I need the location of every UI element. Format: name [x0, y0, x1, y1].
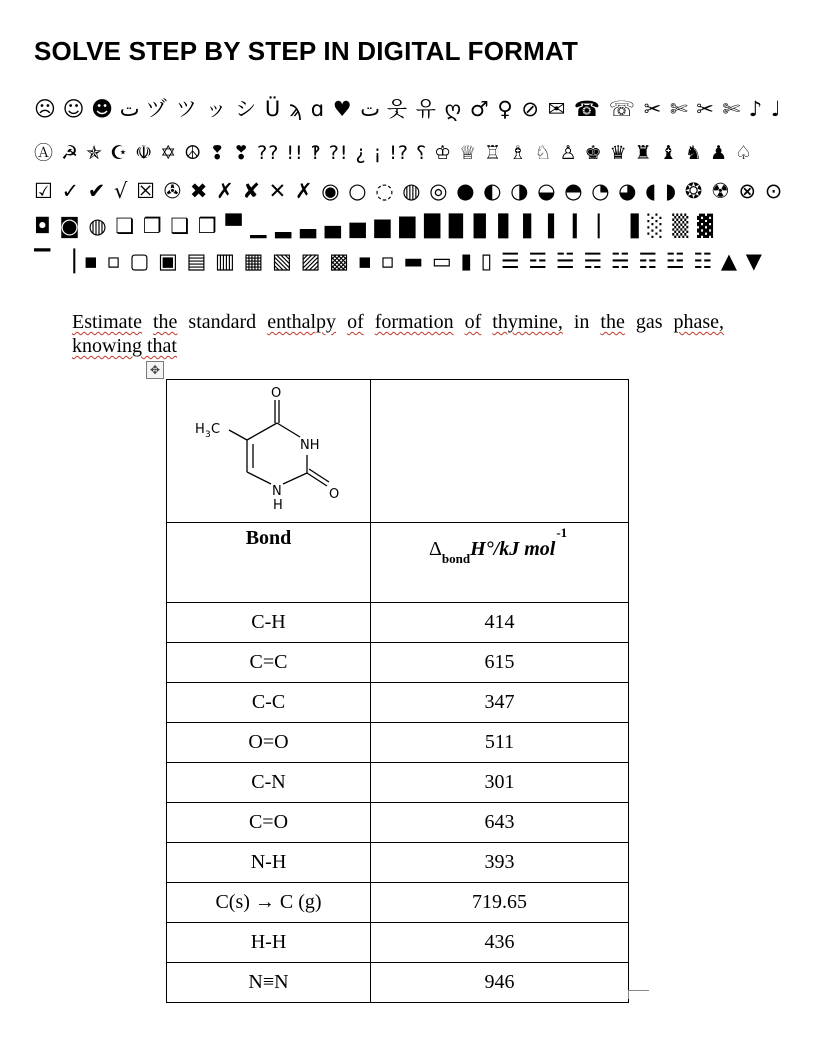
- bond-cell: H-H: [167, 923, 371, 963]
- symbol-row-1: ☹ ☺ ☻ ت ヅ ツ ッ シ Ü ϡ ɑ ♥ ت 웃 유 ღ ♂ ♀ ⊘ ✉ ☎ ☏ ✂ ✄ ✂ ✄ ♪ ♩: [34, 97, 782, 121]
- column-header-bond: Bond: [167, 523, 371, 603]
- value-cell: 393: [371, 843, 629, 883]
- table-row: [167, 803, 629, 843]
- header-subscript: bond: [441, 551, 471, 566]
- q-word: of: [464, 311, 482, 333]
- methyl-c: C: [211, 422, 221, 437]
- q-word: Estimate: [72, 311, 142, 333]
- value-cell: 615: [371, 643, 629, 683]
- table-row: [167, 883, 629, 923]
- header-superscript: -1: [556, 525, 568, 540]
- value-cell: 301: [371, 763, 629, 803]
- table-row: [167, 923, 629, 963]
- q-word: in: [573, 311, 590, 333]
- symbol-row-3: ☑ ✓ ✔ √ ☒ ✇ ✖ ✗ ✘ ✕ ✗ ◉ ○ ◌ ◍ ◎ ● ◐ ◑ ◒ ◓ ◔ ◕ ◖ ◗ ❂ ☢ ⊗ ⊙: [34, 179, 784, 203]
- table-header-row: [167, 523, 629, 603]
- table-row: [167, 603, 629, 643]
- methyl-sub: 3: [205, 430, 211, 440]
- value-cell: 347: [371, 683, 629, 723]
- header-quantity: H°/kJ mol: [470, 538, 556, 560]
- page-title: SOLVE STEP BY STEP IN DIGITAL FORMAT: [34, 36, 579, 66]
- value-cell: 946: [371, 963, 629, 1003]
- atom-o-right: O: [329, 487, 340, 502]
- symbol-row-2: Ⓐ ☭ ✯ ☪ ☫ ✡ ☮ ❢ ❣ ?? !! ‽ ?! ¿ ¡ !? ⸮ ♔ ♕ ♖ ♗ ♘ ♙ ♚ ♛ ♜ ♝ ♞ ♟ ♤: [34, 142, 754, 164]
- value-cell: 414: [371, 603, 629, 643]
- value-cell: 436: [371, 923, 629, 963]
- bond-enthalpy-table: [166, 379, 629, 1003]
- column-header-enthalpy: [371, 523, 629, 603]
- header-delta: Δ: [429, 538, 442, 560]
- q-word: the: [600, 311, 625, 333]
- table-row: [167, 380, 629, 523]
- move-arrows-icon[interactable]: ✥: [146, 361, 164, 379]
- bond-cell: C=O: [167, 803, 371, 843]
- atom-h: H: [273, 498, 283, 513]
- symbol-row-5: ▔ ▕ ▪ ▫ ▢ ▣ ▤ ▥ ▦ ▧ ▨ ▩ ▪ ▫ ▬ ▭ ▮ ▯ ☰ ☲ ☱ ☴ ☵ ☶ ☳ ☷ ▲ ▼: [34, 249, 763, 273]
- bond-cell: O=O: [167, 723, 371, 763]
- bond-cell: C-C: [167, 683, 371, 723]
- q-word: enthalpy: [267, 311, 337, 333]
- bond-cell: C-N: [167, 763, 371, 803]
- q-word: phase,: [673, 311, 725, 333]
- atom-nh: NH: [300, 438, 320, 453]
- thymine-structure-diagram: [167, 380, 370, 516]
- q-word: the: [152, 311, 178, 333]
- table-row: [167, 683, 629, 723]
- methyl-h: H: [195, 422, 205, 437]
- table-resize-handle[interactable]: [628, 990, 649, 999]
- bond-cell: N≡N: [167, 963, 371, 1003]
- bond-cell: N-H: [167, 843, 371, 883]
- value-cell: 511: [371, 723, 629, 763]
- symbol-row-4: ◘ ◙ ◍ ❏ ❐ ❑ ❒ ▀ ▁ ▂ ▃ ▄ ▅ ▆ ▇ █ ▉ ▊ ▋ ▌ ▍ ▎ ▏ ▐ ░ ▒ ▓: [34, 214, 715, 238]
- symbol-palette: [34, 88, 840, 284]
- question-text: [72, 310, 724, 358]
- table-row: [167, 723, 629, 763]
- table-row: [167, 843, 629, 883]
- q-word: gas: [635, 311, 663, 333]
- atom-n: N: [272, 484, 282, 499]
- q-line-2: knowing that: [72, 335, 177, 357]
- q-word: thymine,: [492, 311, 563, 333]
- bond-cell: C-H: [167, 603, 371, 643]
- value-cell: 719.65: [371, 883, 629, 923]
- bond-cell: C(s) → C (g): [167, 883, 371, 923]
- q-word: of: [347, 311, 364, 333]
- empty-cell: [371, 380, 629, 523]
- atom-o-top: O: [271, 386, 282, 401]
- table-row: [167, 643, 629, 683]
- bond-cell: C=C: [167, 643, 371, 683]
- q-word: formation: [374, 311, 454, 333]
- table-row: [167, 763, 629, 803]
- table-row: [167, 963, 629, 1003]
- value-cell: 643: [371, 803, 629, 843]
- thymine-structure-cell: [167, 380, 371, 523]
- q-word: standard: [188, 311, 257, 333]
